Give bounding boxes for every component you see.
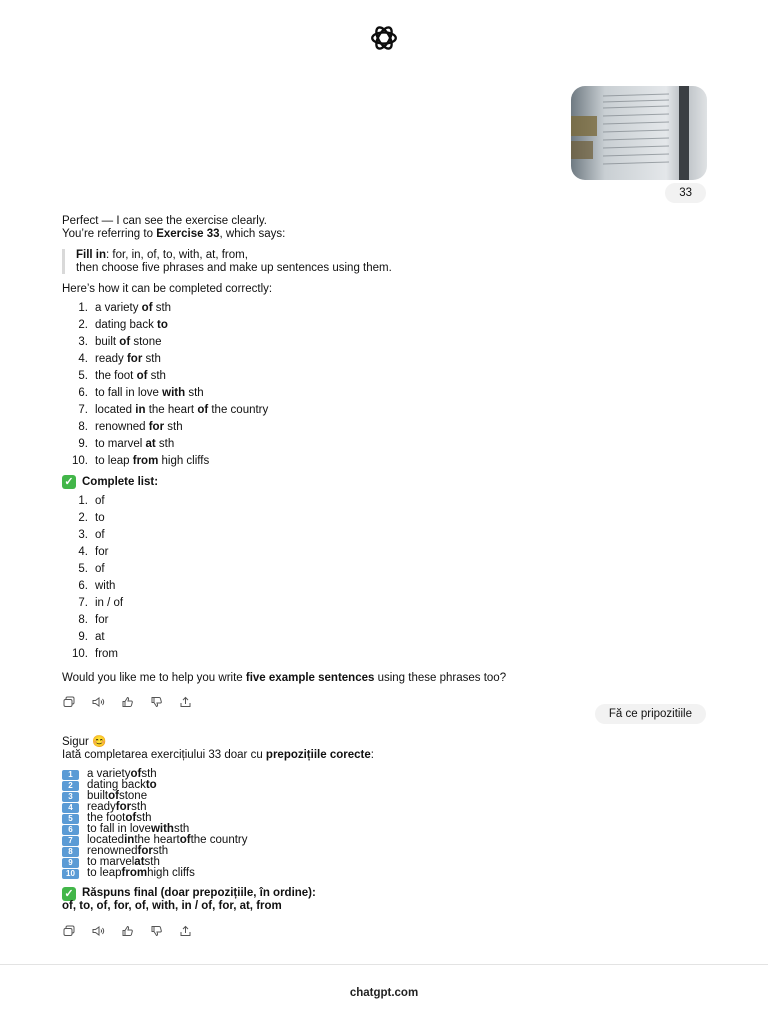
quote-line <box>76 249 712 262</box>
keycap-number-icon: 6 <box>62 825 79 835</box>
list-item <box>62 561 712 578</box>
text-bold: five example sentences <box>245 671 375 684</box>
text-segment: renowned <box>87 845 138 857</box>
text-segment: built <box>95 335 120 348</box>
list-item-text: of <box>95 494 105 507</box>
list-item <box>62 527 712 544</box>
speaker-icon[interactable] <box>91 696 106 708</box>
list-number: 9. <box>78 630 88 643</box>
text-segment: ready <box>87 801 116 813</box>
text-segment: dating back <box>87 779 146 791</box>
text-segment: stone <box>118 790 148 802</box>
keycap-number-icon: 9 <box>62 858 79 868</box>
list-item <box>62 544 712 561</box>
list-number: 8. <box>78 613 88 626</box>
keycap-number-icon: 1 <box>62 770 79 780</box>
list-number: 6. <box>78 579 88 592</box>
text-segment: : <box>370 748 374 761</box>
text-segment: renowned <box>95 420 149 433</box>
list-item <box>62 402 712 419</box>
text-segment: the country <box>208 403 269 416</box>
list-item-text: of <box>95 562 105 575</box>
text-bold: prepozițiile corecte <box>265 748 371 761</box>
text-bold: Fill in <box>76 249 107 261</box>
complete-list-heading <box>62 476 712 489</box>
list-item <box>62 791 712 802</box>
preposition-bold: to <box>157 318 168 331</box>
list-item <box>62 629 712 646</box>
text-segment: to leap <box>95 454 133 467</box>
list-number: 10. <box>72 647 88 660</box>
question-paragraph <box>62 672 712 685</box>
text-segment: You’re referring to <box>62 227 157 240</box>
list-item <box>62 436 712 453</box>
user-message-text: Fă ce pripozitiile <box>608 708 692 720</box>
preposition-bold: with <box>150 823 174 835</box>
answer-list <box>62 493 712 663</box>
assistant-message <box>62 215 712 708</box>
preposition-bold: in <box>124 834 135 846</box>
list-item <box>62 802 712 813</box>
list-number: 3. <box>78 335 88 348</box>
list-item-text: in / of <box>95 596 124 609</box>
thumbs-up-icon[interactable] <box>120 696 135 708</box>
footer-divider <box>0 964 768 965</box>
phrase-list <box>62 300 712 470</box>
preposition-bold: of <box>130 768 142 780</box>
text-segment: sth <box>147 369 166 382</box>
preposition-bold: at <box>145 437 156 450</box>
list-item-text: for <box>95 613 109 626</box>
text-segment: dating back <box>95 318 158 331</box>
text-segment: sth <box>155 437 175 450</box>
text-segment: the heart <box>145 403 198 416</box>
text-segment: sth <box>173 823 190 835</box>
list-number: 2. <box>78 318 88 331</box>
preposition-bold: for <box>148 420 165 433</box>
user-message-bubble <box>595 704 706 724</box>
list-item <box>62 612 712 629</box>
preposition-bold: for <box>137 845 153 857</box>
quote-line-2: then choose five phrases and make up sentences using them. <box>76 261 392 274</box>
text-segment: using these phrases too? <box>374 671 507 684</box>
text-segment: built <box>87 790 109 802</box>
text-segment: the foot <box>87 812 126 824</box>
text-segment: located <box>95 403 136 416</box>
list-number: 5. <box>78 369 88 382</box>
list-item-text: at <box>95 630 105 643</box>
preposition-bold: of <box>197 403 209 416</box>
footer-domain: chatgpt.com <box>349 987 419 999</box>
text-segment: a variety <box>95 301 142 314</box>
thumbs-down-icon[interactable] <box>149 696 164 708</box>
intro-line-2 <box>62 228 712 241</box>
text-segment: stone <box>130 335 162 348</box>
list-number: 8. <box>78 420 88 433</box>
text-segment: the foot <box>95 369 137 382</box>
list-number: 1. <box>78 301 88 314</box>
list-item <box>62 493 712 510</box>
text-segment: sth <box>164 420 183 433</box>
text-segment: to fall in love <box>87 823 151 835</box>
text-segment: to marvel <box>87 856 135 868</box>
text-segment: sth <box>144 856 160 868</box>
intro-line: Perfect — I can see the exercise clearly. <box>62 215 267 227</box>
intro-line <box>62 749 712 762</box>
preposition-bold: of <box>125 812 137 824</box>
preposition-bold: with <box>162 386 186 399</box>
greeting-line: Sigur 😊 <box>62 736 107 748</box>
copy-icon[interactable] <box>62 925 77 937</box>
text-segment: high cliffs <box>147 867 195 879</box>
preposition-bold: of <box>179 834 191 846</box>
list-item <box>62 646 712 663</box>
list-number: 7. <box>78 403 88 416</box>
text-segment: located <box>87 834 125 846</box>
preposition-bold: of <box>141 301 153 314</box>
text-segment: Iată completarea exercițiului 33 doar cu <box>62 748 266 761</box>
speaker-icon[interactable] <box>91 925 106 937</box>
text-segment: sth <box>136 812 152 824</box>
list-item <box>62 595 712 612</box>
list-item <box>62 453 712 470</box>
final-answer-heading <box>62 887 712 900</box>
keycap-number-icon: 4 <box>62 803 79 813</box>
keycap-number-icon: 10 <box>62 869 79 879</box>
keycap-number-icon: 2 <box>62 781 79 791</box>
blockquote <box>62 249 712 274</box>
text-segment: a variety <box>87 768 131 780</box>
share-icon[interactable] <box>178 925 193 937</box>
text-segment: Would you like me to help you write <box>62 671 246 684</box>
text-bold: Exercise 33 <box>156 227 220 240</box>
preposition-bold: of <box>119 335 131 348</box>
preposition-bold: to <box>145 779 157 791</box>
heading-text: Răspuns final (doar prepozițiile, în ordine): <box>82 887 316 900</box>
text-segment: : for, in, of, to, with, at, from, <box>106 249 248 261</box>
check-mark-icon: ✓ <box>62 475 76 489</box>
list-item <box>62 510 712 527</box>
list-number: 1. <box>78 494 88 507</box>
list-item <box>62 578 712 595</box>
list-item-text: from <box>95 647 118 660</box>
list-item <box>62 351 712 368</box>
list-item <box>62 419 712 436</box>
preposition-bold: for <box>115 801 132 813</box>
list-item <box>62 368 712 385</box>
preposition-bold: from <box>132 454 159 467</box>
preposition-bold: from <box>121 867 148 879</box>
keycap-list <box>62 769 712 879</box>
text-segment: to fall in love <box>95 386 163 399</box>
openai-logo-icon <box>357 23 411 53</box>
list-item-text: with <box>95 579 116 592</box>
user-message-text: 33 <box>679 187 692 199</box>
preposition-bold: of <box>136 369 148 382</box>
preposition-bold: for <box>126 352 143 365</box>
check-mark-icon: ✓ <box>62 887 76 901</box>
list-number: 9. <box>78 437 88 450</box>
list-number: 3. <box>78 528 88 541</box>
text-segment: sth <box>131 801 147 813</box>
uploaded-photo[interactable] <box>571 86 707 180</box>
assistant-message <box>62 736 712 937</box>
list-number: 4. <box>78 352 88 365</box>
text-segment: sth <box>141 768 157 780</box>
heading-text: Complete list: <box>82 475 159 488</box>
list-item-text: for <box>95 545 109 558</box>
text-segment: sth <box>185 386 204 399</box>
keycap-number-icon: 5 <box>62 814 79 824</box>
list-number: 4. <box>78 545 88 558</box>
preposition-bold: in <box>135 403 146 416</box>
text-segment: ready <box>95 352 127 365</box>
text-segment: , which says: <box>219 227 286 240</box>
list-item <box>62 868 712 879</box>
text-segment: to leap <box>87 867 122 879</box>
thumbs-down-icon[interactable] <box>149 925 164 937</box>
list-number: 10. <box>72 454 88 467</box>
keycap-number-icon: 8 <box>62 847 79 857</box>
list-item <box>62 334 712 351</box>
preposition-bold: of <box>108 790 119 802</box>
keycap-number-icon: 7 <box>62 836 79 846</box>
keycap-number-icon: 3 <box>62 792 79 802</box>
user-message-bubble <box>665 183 706 203</box>
share-icon[interactable] <box>178 696 193 708</box>
text-segment: sth <box>142 352 161 365</box>
preposition-bold: at <box>134 856 145 868</box>
list-item <box>62 300 712 317</box>
text-segment: high cliffs <box>158 454 210 467</box>
list-item <box>62 769 712 780</box>
list-number: 5. <box>78 562 88 575</box>
list-number: 6. <box>78 386 88 399</box>
list-item-text: of <box>95 528 105 541</box>
list-item <box>62 317 712 334</box>
list-number: 7. <box>78 596 88 609</box>
photo-thumbnail-icon <box>571 86 707 180</box>
list-item <box>62 780 712 791</box>
text-segment: the country <box>190 834 248 846</box>
text-segment: the heart <box>134 834 180 846</box>
final-answer-line: of, to, of, for, of, with, in / of, for, at, from <box>62 900 282 912</box>
list-number: 2. <box>78 511 88 524</box>
text-segment: to marvel <box>95 437 146 450</box>
text-segment: sth <box>152 301 172 314</box>
list-item-text: to <box>95 511 105 524</box>
message-actions <box>62 925 712 937</box>
text-segment: sth <box>152 845 169 857</box>
paragraph: Here’s how it can be completed correctly: <box>62 283 273 295</box>
thumbs-up-icon[interactable] <box>120 925 135 937</box>
copy-icon[interactable] <box>62 696 77 708</box>
list-item <box>62 385 712 402</box>
